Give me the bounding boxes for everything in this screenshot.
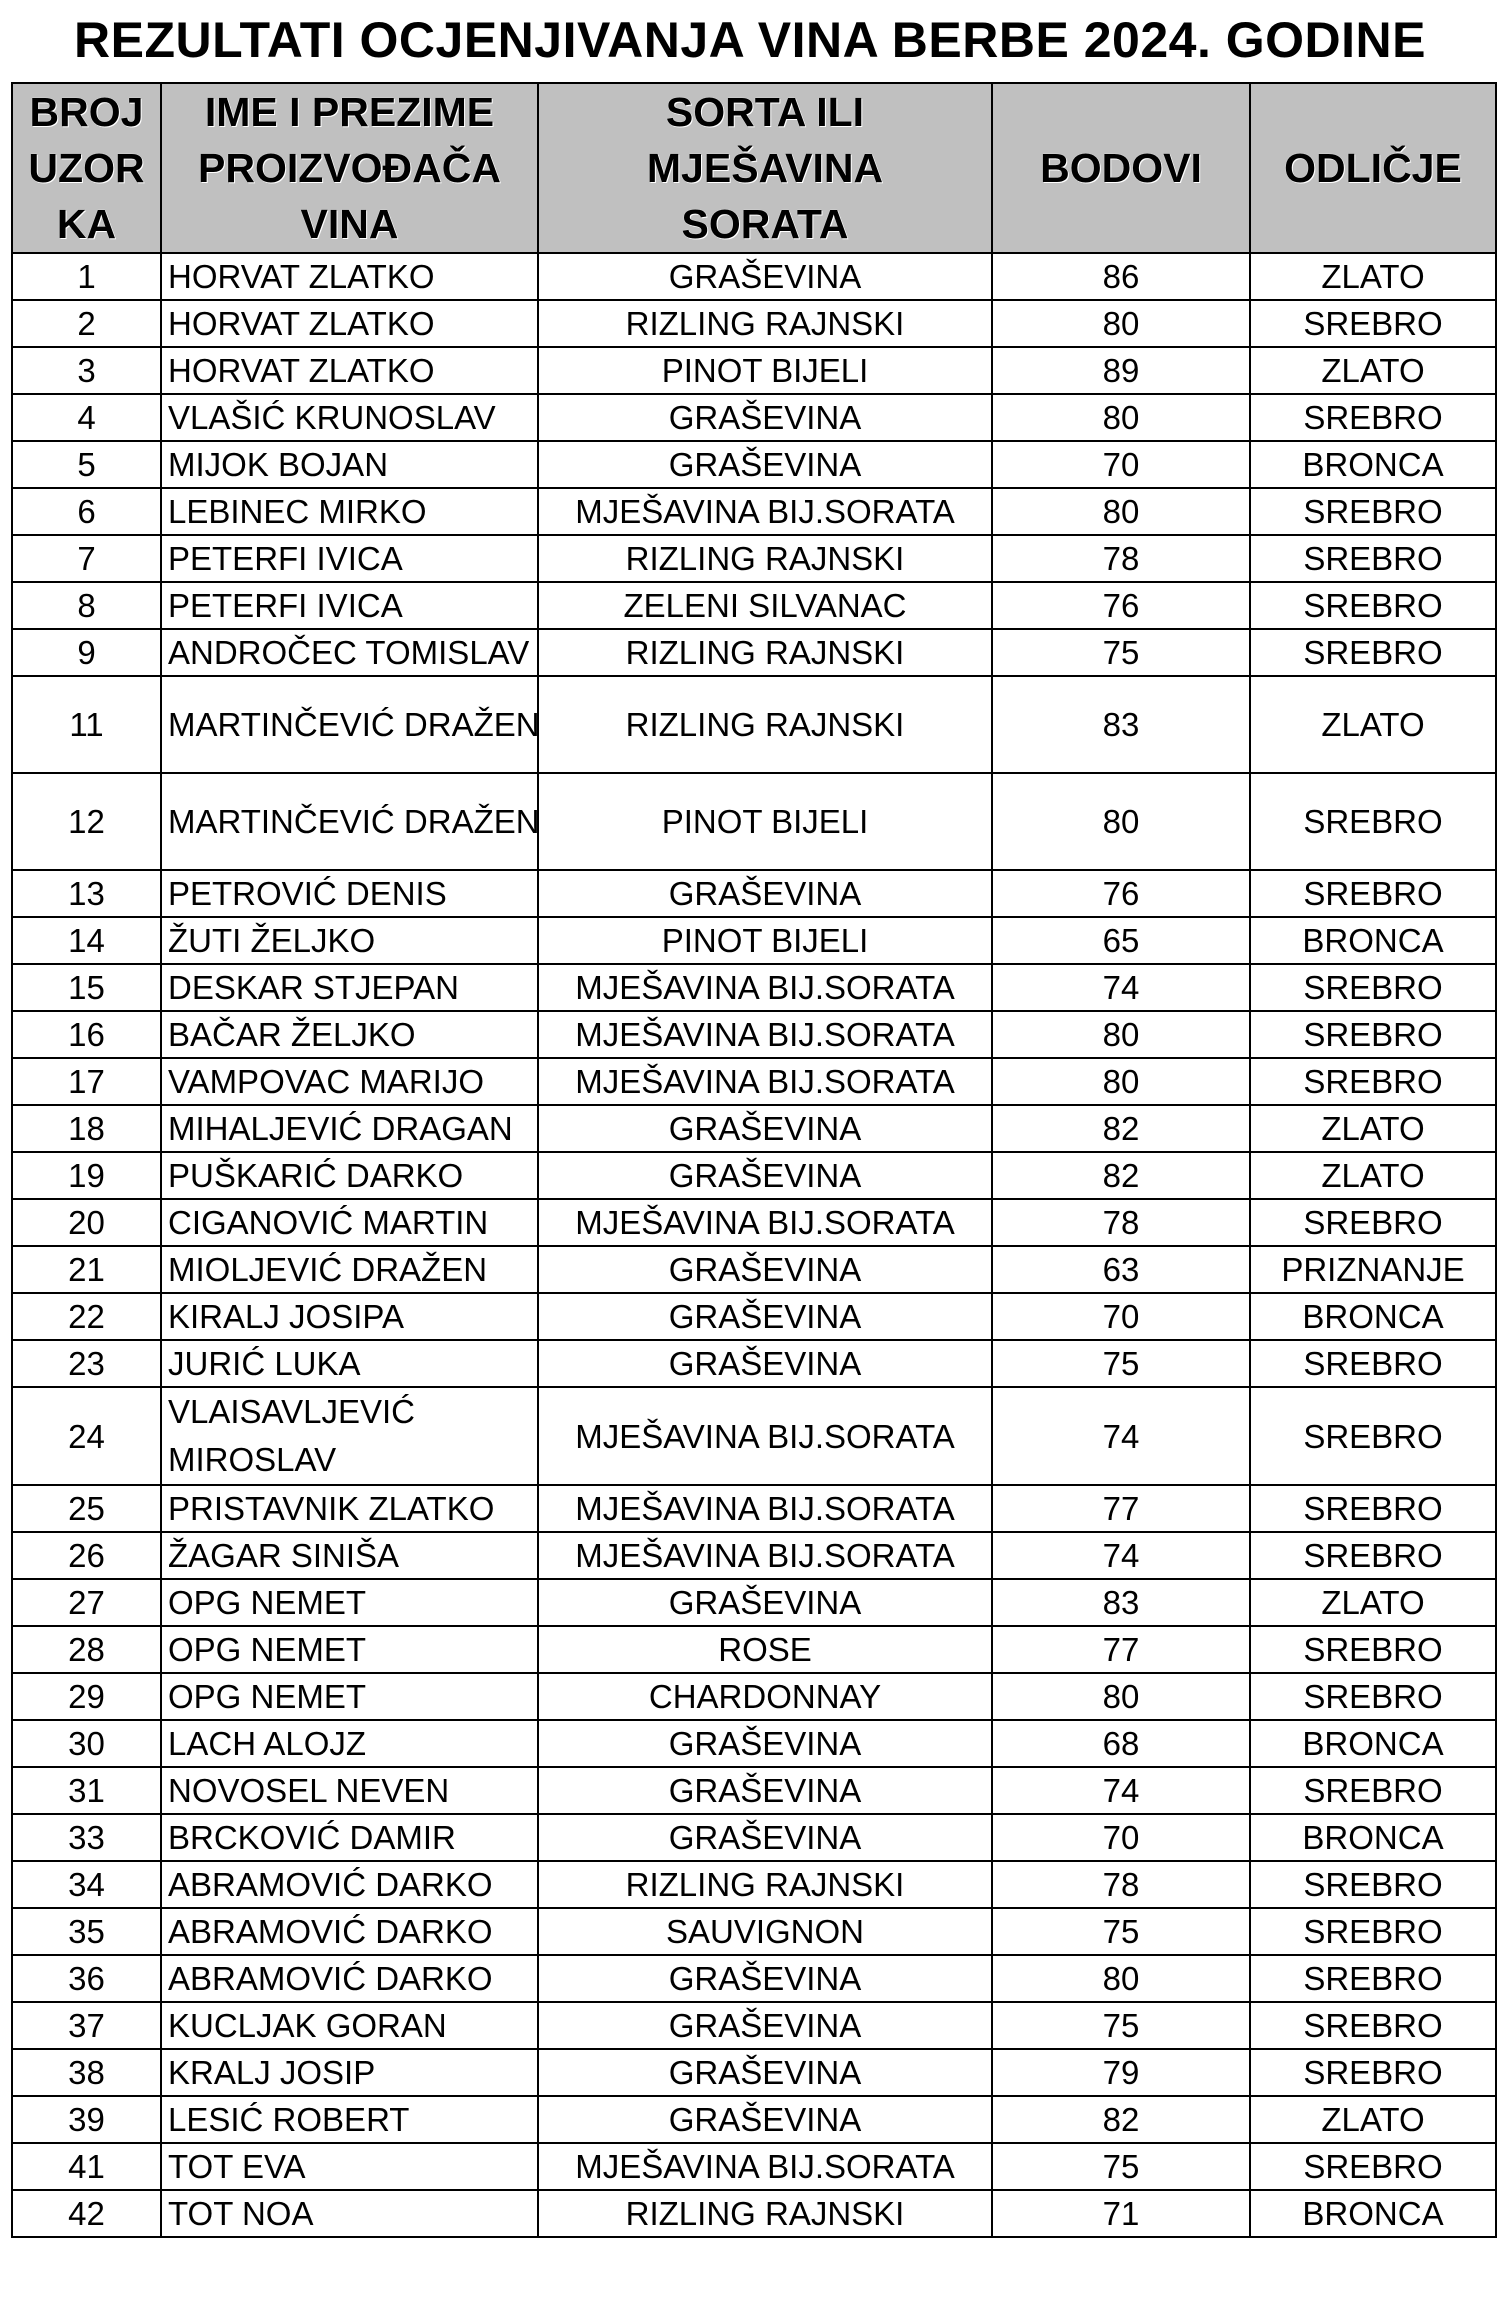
cell-variety: RIZLING RAJNSKI: [538, 535, 992, 582]
cell-producer-name: ANDROČEC TOMISLAV: [161, 629, 538, 676]
cell-award: BRONCA: [1250, 1720, 1496, 1767]
cell-sample-number: 3: [12, 347, 161, 394]
table-row: [12, 1579, 1496, 1626]
table-row: [12, 1673, 1496, 1720]
cell-producer-name: ABRAMOVIĆ DARKO: [161, 1861, 538, 1908]
table-row: [12, 1152, 1496, 1199]
cell-variety: GRAŠEVINA: [538, 1579, 992, 1626]
cell-producer-name: PETERFI IVICA: [161, 535, 538, 582]
cell-award: SREBRO: [1250, 870, 1496, 917]
cell-producer-name: ABRAMOVIĆ DARKO: [161, 1908, 538, 1955]
cell-award: SREBRO: [1250, 1387, 1496, 1485]
cell-award: SREBRO: [1250, 1532, 1496, 1579]
cell-sample-number: 19: [12, 1152, 161, 1199]
cell-award: SREBRO: [1250, 1011, 1496, 1058]
cell-points: 78: [992, 1861, 1250, 1908]
cell-sample-number: 30: [12, 1720, 161, 1767]
cell-sample-number: 33: [12, 1814, 161, 1861]
cell-points: 63: [992, 1246, 1250, 1293]
cell-points: 70: [992, 1293, 1250, 1340]
cell-points: 70: [992, 441, 1250, 488]
cell-producer-name: ŽAGAR SINIŠA: [161, 1532, 538, 1579]
table-row: [12, 917, 1496, 964]
cell-variety: GRAŠEVINA: [538, 1246, 992, 1293]
cell-sample-number: 11: [12, 676, 161, 773]
cell-award: BRONCA: [1250, 1814, 1496, 1861]
cell-sample-number: 41: [12, 2143, 161, 2190]
cell-sample-number: 35: [12, 1908, 161, 1955]
cell-points: 80: [992, 300, 1250, 347]
cell-sample-number: 14: [12, 917, 161, 964]
cell-variety: MJEŠAVINA BIJ.SORATA: [538, 1532, 992, 1579]
cell-award: SREBRO: [1250, 2049, 1496, 2096]
cell-points: 82: [992, 1105, 1250, 1152]
cell-sample-number: 25: [12, 1485, 161, 1532]
cell-award: ZLATO: [1250, 2096, 1496, 2143]
cell-producer-name: PRISTAVNIK ZLATKO: [161, 1485, 538, 1532]
cell-award: SREBRO: [1250, 1861, 1496, 1908]
cell-variety: GRAŠEVINA: [538, 2002, 992, 2049]
cell-sample-number: 42: [12, 2190, 161, 2237]
cell-sample-number: 18: [12, 1105, 161, 1152]
cell-sample-number: 28: [12, 1626, 161, 1673]
cell-variety: MJEŠAVINA BIJ.SORATA: [538, 1485, 992, 1532]
cell-sample-number: 5: [12, 441, 161, 488]
table-row: [12, 1199, 1496, 1246]
table-row: [12, 1293, 1496, 1340]
cell-award: SREBRO: [1250, 964, 1496, 1011]
cell-award: SREBRO: [1250, 1199, 1496, 1246]
cell-variety: GRAŠEVINA: [538, 2049, 992, 2096]
cell-award: SREBRO: [1250, 773, 1496, 870]
table-row: [12, 1011, 1496, 1058]
cell-producer-name: OPG NEMET: [161, 1626, 538, 1673]
table-row: [12, 1955, 1496, 2002]
cell-producer-name: HORVAT ZLATKO: [161, 253, 538, 300]
table-row: [12, 1767, 1496, 1814]
cell-points: 80: [992, 1058, 1250, 1105]
results-table: [11, 82, 1497, 2238]
cell-award: SREBRO: [1250, 394, 1496, 441]
table-row: [12, 1105, 1496, 1152]
table-row: [12, 1387, 1496, 1485]
cell-award: SREBRO: [1250, 1767, 1496, 1814]
cell-variety: ROSE: [538, 1626, 992, 1673]
cell-award: SREBRO: [1250, 300, 1496, 347]
cell-points: 82: [992, 2096, 1250, 2143]
cell-variety: MJEŠAVINA BIJ.SORATA: [538, 964, 992, 1011]
cell-producer-name: PETERFI IVICA: [161, 582, 538, 629]
cell-variety: CHARDONNAY: [538, 1673, 992, 1720]
table-row: [12, 2096, 1496, 2143]
cell-sample-number: 26: [12, 1532, 161, 1579]
cell-award: ZLATO: [1250, 253, 1496, 300]
cell-sample-number: 9: [12, 629, 161, 676]
table-row: [12, 300, 1496, 347]
cell-producer-name: DESKAR STJEPAN: [161, 964, 538, 1011]
table-row: [12, 488, 1496, 535]
cell-points: 80: [992, 488, 1250, 535]
cell-producer-name: NOVOSEL NEVEN: [161, 1767, 538, 1814]
cell-sample-number: 20: [12, 1199, 161, 1246]
cell-variety: PINOT BIJELI: [538, 917, 992, 964]
cell-variety: MJEŠAVINA BIJ.SORATA: [538, 1058, 992, 1105]
table-row: [12, 1532, 1496, 1579]
cell-variety: ZELENI SILVANAC: [538, 582, 992, 629]
cell-producer-name: OPG NEMET: [161, 1579, 538, 1626]
cell-producer-name: VAMPOVAC MARIJO: [161, 1058, 538, 1105]
table-row: [12, 1720, 1496, 1767]
cell-points: 75: [992, 629, 1250, 676]
cell-variety: GRAŠEVINA: [538, 253, 992, 300]
cell-variety: GRAŠEVINA: [538, 1955, 992, 2002]
cell-points: 80: [992, 1011, 1250, 1058]
cell-points: 78: [992, 535, 1250, 582]
cell-award: SREBRO: [1250, 535, 1496, 582]
cell-award: SREBRO: [1250, 1955, 1496, 2002]
cell-sample-number: 24: [12, 1387, 161, 1485]
cell-producer-name: VLAISAVLJEVIĆ MIROSLAV: [161, 1387, 538, 1485]
cell-variety: MJEŠAVINA BIJ.SORATA: [538, 1199, 992, 1246]
table-header: [12, 83, 1496, 253]
cell-variety: RIZLING RAJNSKI: [538, 1861, 992, 1908]
page-title: REZULTATI OCJENJIVANJA VINA BERBE 2024. GODINE: [74, 12, 1426, 68]
cell-points: 76: [992, 582, 1250, 629]
cell-producer-name: BAČAR ŽELJKO: [161, 1011, 538, 1058]
cell-points: 83: [992, 676, 1250, 773]
cell-producer-name: TOT EVA: [161, 2143, 538, 2190]
cell-sample-number: 8: [12, 582, 161, 629]
cell-award: BRONCA: [1250, 1293, 1496, 1340]
table-body: [12, 253, 1496, 2237]
cell-award: SREBRO: [1250, 2002, 1496, 2049]
cell-points: 80: [992, 1955, 1250, 2002]
cell-points: 79: [992, 2049, 1250, 2096]
cell-sample-number: 21: [12, 1246, 161, 1293]
cell-producer-name: MIJOK BOJAN: [161, 441, 538, 488]
cell-award: BRONCA: [1250, 441, 1496, 488]
cell-variety: GRAŠEVINA: [538, 1152, 992, 1199]
table-row: [12, 1246, 1496, 1293]
cell-producer-name: VLAŠIĆ KRUNOSLAV: [161, 394, 538, 441]
cell-award: SREBRO: [1250, 1673, 1496, 1720]
cell-variety: GRAŠEVINA: [538, 1814, 992, 1861]
cell-producer-name: MARTINČEVIĆ DRAŽEN: [161, 676, 538, 773]
cell-award: ZLATO: [1250, 1579, 1496, 1626]
table-row: [12, 1626, 1496, 1673]
cell-sample-number: 4: [12, 394, 161, 441]
cell-points: 86: [992, 253, 1250, 300]
header-award: ODLIČJE: [1250, 83, 1496, 253]
table-row: [12, 535, 1496, 582]
table-row: [12, 964, 1496, 1011]
cell-variety: GRAŠEVINA: [538, 1340, 992, 1387]
table-row: [12, 676, 1496, 773]
cell-sample-number: 37: [12, 2002, 161, 2049]
table-row: [12, 1861, 1496, 1908]
cell-points: 78: [992, 1199, 1250, 1246]
cell-producer-name: ABRAMOVIĆ DARKO: [161, 1955, 538, 2002]
table-row: [12, 582, 1496, 629]
cell-points: 75: [992, 2002, 1250, 2049]
cell-sample-number: 29: [12, 1673, 161, 1720]
table-row: [12, 1814, 1496, 1861]
cell-producer-name: MARTINČEVIĆ DRAŽEN: [161, 773, 538, 870]
cell-variety: GRAŠEVINA: [538, 2096, 992, 2143]
cell-sample-number: 34: [12, 1861, 161, 1908]
cell-producer-name: HORVAT ZLATKO: [161, 347, 538, 394]
cell-sample-number: 31: [12, 1767, 161, 1814]
cell-producer-name: LESIĆ ROBERT: [161, 2096, 538, 2143]
cell-award: SREBRO: [1250, 1485, 1496, 1532]
table-row: [12, 2143, 1496, 2190]
cell-award: SREBRO: [1250, 1908, 1496, 1955]
cell-points: 82: [992, 1152, 1250, 1199]
table-row: [12, 2002, 1496, 2049]
cell-producer-name: KRALJ JOSIP: [161, 2049, 538, 2096]
table-row: [12, 2049, 1496, 2096]
cell-sample-number: 38: [12, 2049, 161, 2096]
table-row: [12, 441, 1496, 488]
cell-points: 83: [992, 1579, 1250, 1626]
cell-points: 80: [992, 394, 1250, 441]
cell-points: 74: [992, 964, 1250, 1011]
cell-variety: MJEŠAVINA BIJ.SORATA: [538, 2143, 992, 2190]
cell-points: 77: [992, 1626, 1250, 1673]
cell-award: SREBRO: [1250, 1058, 1496, 1105]
cell-producer-name: LACH ALOJZ: [161, 1720, 538, 1767]
cell-sample-number: 2: [12, 300, 161, 347]
cell-sample-number: 7: [12, 535, 161, 582]
cell-points: 75: [992, 2143, 1250, 2190]
table-row: [12, 253, 1496, 300]
cell-points: 75: [992, 1340, 1250, 1387]
cell-points: 74: [992, 1767, 1250, 1814]
table-row: [12, 2190, 1496, 2237]
table-row: [12, 870, 1496, 917]
cell-award: PRIZNANJE: [1250, 1246, 1496, 1293]
cell-producer-name: JURIĆ LUKA: [161, 1340, 538, 1387]
cell-producer-name: KUCLJAK GORAN: [161, 2002, 538, 2049]
table-row: [12, 1058, 1496, 1105]
cell-variety: GRAŠEVINA: [538, 1293, 992, 1340]
cell-producer-name: MIHALJEVIĆ DRAGAN: [161, 1105, 538, 1152]
cell-producer-name: CIGANOVIĆ MARTIN: [161, 1199, 538, 1246]
cell-sample-number: 23: [12, 1340, 161, 1387]
cell-variety: MJEŠAVINA BIJ.SORATA: [538, 1011, 992, 1058]
cell-award: BRONCA: [1250, 917, 1496, 964]
cell-award: SREBRO: [1250, 488, 1496, 535]
cell-sample-number: 12: [12, 773, 161, 870]
cell-producer-name: LEBINEC MIRKO: [161, 488, 538, 535]
cell-producer-name: TOT NOA: [161, 2190, 538, 2237]
cell-sample-number: 13: [12, 870, 161, 917]
cell-points: 68: [992, 1720, 1250, 1767]
cell-award: SREBRO: [1250, 1340, 1496, 1387]
cell-award: ZLATO: [1250, 676, 1496, 773]
header-variety: SORTA ILI MJEŠAVINA SORATA: [538, 83, 992, 253]
cell-variety: RIZLING RAJNSKI: [538, 2190, 992, 2237]
cell-points: 76: [992, 870, 1250, 917]
cell-sample-number: 6: [12, 488, 161, 535]
cell-points: 70: [992, 1814, 1250, 1861]
cell-variety: GRAŠEVINA: [538, 441, 992, 488]
cell-award: ZLATO: [1250, 1152, 1496, 1199]
cell-producer-name: HORVAT ZLATKO: [161, 300, 538, 347]
cell-variety: MJEŠAVINA BIJ.SORATA: [538, 1387, 992, 1485]
cell-award: SREBRO: [1250, 2143, 1496, 2190]
cell-producer-name: OPG NEMET: [161, 1673, 538, 1720]
cell-points: 65: [992, 917, 1250, 964]
cell-variety: PINOT BIJELI: [538, 773, 992, 870]
cell-variety: GRAŠEVINA: [538, 1720, 992, 1767]
cell-points: 71: [992, 2190, 1250, 2237]
table-row: [12, 1340, 1496, 1387]
cell-points: 89: [992, 347, 1250, 394]
cell-variety: PINOT BIJELI: [538, 347, 992, 394]
cell-variety: MJEŠAVINA BIJ.SORATA: [538, 488, 992, 535]
table-row: [12, 1485, 1496, 1532]
cell-variety: RIZLING RAJNSKI: [538, 629, 992, 676]
table-row: [12, 629, 1496, 676]
cell-producer-name: MIOLJEVIĆ DRAŽEN: [161, 1246, 538, 1293]
cell-award: BRONCA: [1250, 2190, 1496, 2237]
cell-variety: RIZLING RAJNSKI: [538, 300, 992, 347]
cell-award: SREBRO: [1250, 1626, 1496, 1673]
cell-producer-name: BRCKOVIĆ DAMIR: [161, 1814, 538, 1861]
cell-sample-number: 27: [12, 1579, 161, 1626]
header-points: BODOVI: [992, 83, 1250, 253]
table-row: [12, 1908, 1496, 1955]
cell-variety: GRAŠEVINA: [538, 1105, 992, 1152]
header-sample-number: BROJ UZOR KA: [12, 83, 161, 253]
cell-points: 74: [992, 1532, 1250, 1579]
cell-variety: GRAŠEVINA: [538, 1767, 992, 1814]
header-producer-name: IME I PREZIME PROIZVOĐAČA VINA: [161, 83, 538, 253]
cell-sample-number: 17: [12, 1058, 161, 1105]
table-row: [12, 394, 1496, 441]
cell-variety: SAUVIGNON: [538, 1908, 992, 1955]
cell-award: SREBRO: [1250, 582, 1496, 629]
cell-sample-number: 36: [12, 1955, 161, 2002]
cell-points: 80: [992, 1673, 1250, 1720]
cell-variety: GRAŠEVINA: [538, 394, 992, 441]
cell-sample-number: 15: [12, 964, 161, 1011]
cell-award: ZLATO: [1250, 347, 1496, 394]
cell-points: 80: [992, 773, 1250, 870]
cell-award: SREBRO: [1250, 629, 1496, 676]
cell-producer-name: PETROVIĆ DENIS: [161, 870, 538, 917]
cell-variety: GRAŠEVINA: [538, 870, 992, 917]
cell-sample-number: 1: [12, 253, 161, 300]
cell-producer-name: KIRALJ JOSIPA: [161, 1293, 538, 1340]
cell-points: 74: [992, 1387, 1250, 1485]
cell-producer-name: PUŠKARIĆ DARKO: [161, 1152, 538, 1199]
table-row: [12, 773, 1496, 870]
cell-award: ZLATO: [1250, 1105, 1496, 1152]
cell-sample-number: 22: [12, 1293, 161, 1340]
cell-sample-number: 16: [12, 1011, 161, 1058]
cell-producer-name: ŽUTI ŽELJKO: [161, 917, 538, 964]
table-row: [12, 347, 1496, 394]
cell-variety: RIZLING RAJNSKI: [538, 676, 992, 773]
cell-points: 77: [992, 1485, 1250, 1532]
cell-sample-number: 39: [12, 2096, 161, 2143]
cell-points: 75: [992, 1908, 1250, 1955]
